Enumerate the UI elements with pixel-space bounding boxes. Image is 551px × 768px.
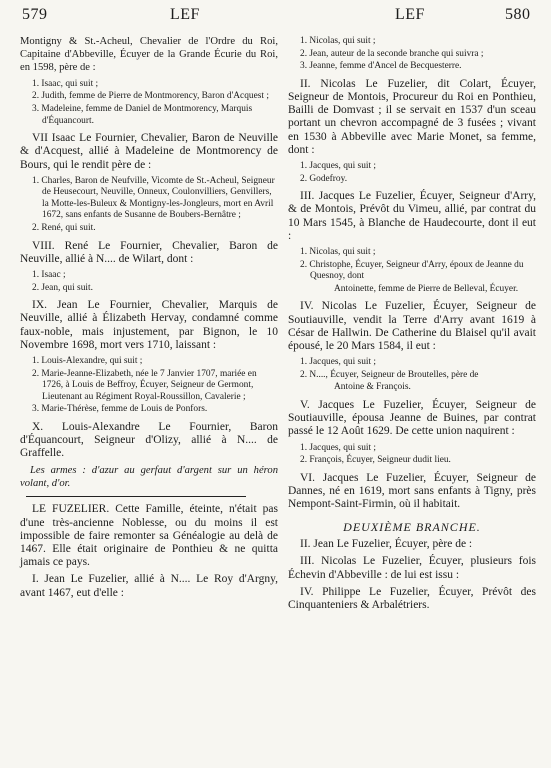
list-item: 2. Jean, auteur de la seconde branche qui suivra ;	[300, 48, 484, 59]
paragraph: Montigny & St.-Acheul, Chevalier de l'Ordre du Roi, Capitaine d'Abbeville, Écuyer de la Grande Écurie du Roi, en 1598, père de :	[20, 36, 278, 73]
children-list	[20, 79, 278, 127]
generation-entry: VII Isaac Le Fournier, Chevalier, Baron de Neuville & d'Acquest, allié à Madeleine de Montmorency de Bours, qui le rendit père de :	[20, 132, 278, 171]
list-item: 3. Madeleine, femme de Daniel de Montmorency, Marquis d'Équancourt.	[32, 103, 253, 126]
list-item: 1. Isaac, qui suit ;	[32, 78, 99, 89]
left-running-head: LEF	[170, 6, 200, 23]
generation-entry: VI. Jacques Le Fuzelier, Écuyer, Seigneur de Dannes, né en 1619, mort sans enfants à Tigny, près Nempont-Saint-Firmin, où il habitait.	[288, 471, 536, 511]
list-item: 3. Jeanne, femme d'Ancel de Becquesterre.	[300, 61, 462, 72]
generation-entry: I. Jean Le Fuzelier, allié à N.... Le Roy d'Argny, avant 1467, eut d'elle :	[20, 573, 278, 599]
list-item: 2. Jean, qui suit.	[32, 282, 93, 293]
list-item: 2. Godefroy.	[300, 173, 348, 184]
divider	[26, 496, 246, 497]
list-item: 2. Marie-Jeanne-Elizabeth, née le 7 Janvier 1707, mariée en 1726, à Louis de Beffroy, Écuyer, Seigneur de Germont, Lieutenant au Régiment Royal-Roussillon, Cavalerie ;	[32, 368, 257, 402]
list-item: 1. Isaac ;	[32, 270, 66, 281]
list-sub-item: Antoine & François.	[334, 382, 411, 393]
list-item: 2. Christophe, Écuyer, Seigneur d'Arry, époux de Jeanne du Quesnoy, dont	[300, 259, 524, 282]
children-list	[20, 270, 278, 294]
generation-entry: II. Jean Le Fuzelier, Écuyer, père de :	[300, 538, 473, 551]
list-item: 1. Jacques, qui suit ;	[300, 161, 377, 171]
list-item: 1. Nicolas, qui suit ;	[300, 36, 376, 46]
generation-entry: V. Jacques Le Fuzelier, Écuyer, Seigneur de Soutiauville, épousa Jeanne de Buines, par contrat passé le 12 Août 1629. De cette union naquirent :	[288, 398, 536, 438]
children-list	[288, 443, 536, 467]
children-list	[288, 161, 536, 185]
list-item: 2. François, Écuyer, Seigneur dudit lieu.	[300, 455, 451, 466]
list-item: 2. Judith, femme de Pierre de Montmorency, Baron d'Acquest ;	[32, 91, 269, 102]
list-item: 1. Louis-Alexandre, qui suit ;	[32, 356, 143, 367]
generation-entry: III. Jacques Le Fuzelier, Écuyer, Seigneur d'Arry, & de Montois, Prévôt du Vimeu, allié, par contrat du 10 Mars 1545, à Blanche de Haudecourte, dont il eut :	[288, 190, 536, 242]
left-page-number: 579	[22, 6, 48, 23]
right-column	[288, 36, 536, 616]
list-item: 2. N...., Écuyer, Seigneur de Broutelles, père de	[300, 369, 479, 380]
generation-entry: VIII. René Le Fournier, Chevalier, Baron de Neuville, allié à N.... de Wilart, dont :	[20, 239, 278, 265]
list-item: 1. Charles, Baron de Neufville, Vicomte de St.-Acheul, Seigneur de Heusecourt, Neuville, Onneux, Coulonvilliers, Genvillers, la Motte-les-Buleux & Montigny-les-Jongleurs, mort en Avril 1672, sans enfants de Susanne de Boubers-Bernâtre ;	[32, 175, 275, 221]
generation-entry: IV. Philippe Le Fuzelier, Écuyer, Prévôt des Cinquanteniers & Arbalétriers.	[288, 585, 536, 612]
section-title: DEUXIÈME BRANCHE.	[343, 520, 481, 535]
list-item: 2. René, qui suit.	[32, 223, 96, 234]
right-page-number: 580	[505, 6, 531, 23]
generation-entry: II. Nicolas Le Fuzelier, dit Colart, Écuyer, Seigneur de Montois, Procureur du Roi en Ponthieu, Bailli de Domvast ; il se servait en 1537 d'un sceau portant un chevron accompagné de 3 fusées ; vivant en 1530 à Abbeville avec Marie Monet, sa femme, dont :	[288, 77, 536, 156]
family-intro: LE FUZELIER. Cette Famille, éteinte, n'était pas d'une très-ancienne Noblesse, ou du moins il est impossible de faire remonter sa Généalogie au delà de 1467. Elle était originaire de Ponthieu & ne quitta jamais ce pays.	[20, 503, 278, 569]
list-item: 3. Marie-Thérèse, femme de Louis de Ponfors.	[32, 404, 208, 415]
children-list	[288, 247, 536, 295]
children-list	[20, 176, 278, 235]
list-item: 1. Jacques, qui suit ;	[300, 442, 377, 453]
children-list	[288, 36, 536, 73]
generation-entry: X. Louis-Alexandre Le Fournier, Baron d'Équancourt, Seigneur d'Olizy, allié à N.... de Graffelle.	[20, 421, 278, 460]
right-running-head: LEF	[395, 6, 425, 23]
coat-of-arms: Les armes : d'azur au gerfaut d'argent sur un héron volant, d'or.	[20, 464, 278, 489]
left-column	[20, 36, 278, 604]
list-sub-item: Antoinette, femme de Pierre de Belleval, Écuyer.	[334, 283, 519, 294]
generation-entry: IX. Jean Le Fournier, Chevalier, Marquis de Neuville, allié à Élizabeth Hervay, condamné comme faux-noble, mais injustement, par Bignon, le 10 Novembre 1698, mort vers 1710, laissant :	[20, 299, 278, 351]
list-item: 1. Nicolas, qui suit ;	[300, 247, 376, 257]
generation-entry: IV. Nicolas Le Fuzelier, Écuyer, Seigneur de Soutiauville, vendit la Terre d'Arry avant 1619 à César de Hallwin. De Catherine du Blaisel qu'il avait épousé, le 20 Mars 1584, il eut :	[288, 300, 536, 352]
children-list	[288, 357, 536, 394]
list-item: 1. Jacques, qui suit ;	[300, 357, 377, 368]
children-list	[20, 356, 278, 416]
generation-entry: III. Nicolas Le Fuzelier, Écuyer, plusieurs fois Échevin d'Abbeville : de lui est issu :	[288, 555, 536, 581]
